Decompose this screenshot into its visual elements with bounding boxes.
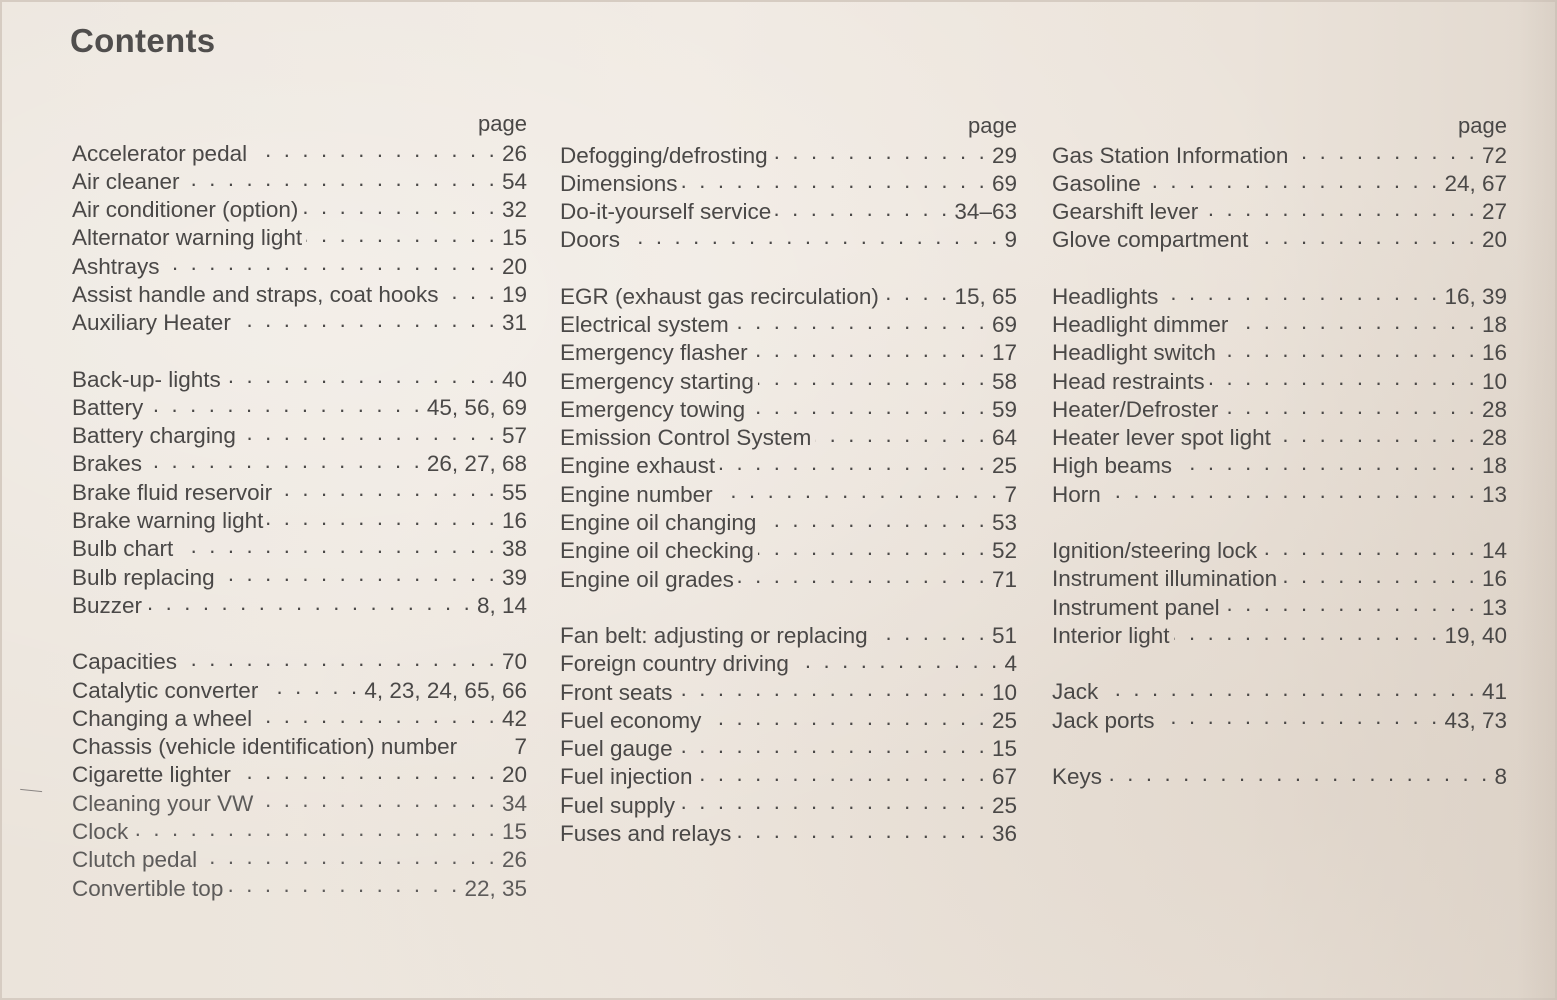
index-entry xyxy=(72,477,527,505)
entry-label: Catalytic converter xyxy=(72,677,259,703)
dot-leader xyxy=(733,309,988,332)
dot-leader xyxy=(164,251,498,274)
index-entry xyxy=(72,421,527,449)
index-entry xyxy=(560,423,1017,451)
index-entry xyxy=(72,506,527,534)
dot-leader xyxy=(146,590,473,613)
dot-leader xyxy=(251,138,498,161)
entry-page-numbers: 24, 67 xyxy=(1444,170,1507,196)
index-entry xyxy=(1052,140,1507,168)
entry-page-numbers: 57 xyxy=(501,423,527,449)
entry-label: Fan belt: adjusting or replacing xyxy=(560,622,868,648)
entry-page-numbers: 59 xyxy=(991,396,1017,422)
entry-label: Emergency flasher xyxy=(560,340,748,366)
dot-leader xyxy=(267,506,498,529)
entry-page-numbers: 32 xyxy=(501,197,527,223)
dot-leader xyxy=(219,562,498,585)
entry-page-numbers: 4, 23, 24, 65, 66 xyxy=(364,677,527,703)
dot-leader xyxy=(1106,761,1490,784)
index-entry xyxy=(72,732,527,760)
entry-label: Brakes xyxy=(72,451,143,477)
page-column-header: page xyxy=(1458,113,1507,138)
entry-page-numbers: 13 xyxy=(1481,594,1507,620)
entry-label: Keys xyxy=(1052,763,1103,789)
dot-leader xyxy=(705,705,988,728)
entry-page-numbers: 20 xyxy=(501,762,527,788)
index-entry xyxy=(72,760,527,788)
entry-label: Fuel gauge xyxy=(560,736,673,762)
entry-label: Fuel economy xyxy=(560,707,702,733)
index-entry xyxy=(72,562,527,590)
entry-label: Headlight dimmer xyxy=(1052,311,1229,337)
entry-label: Fuel injection xyxy=(560,764,693,790)
entry-page-numbers: 38 xyxy=(501,536,527,562)
dot-leader xyxy=(735,819,988,842)
dot-leader xyxy=(1105,479,1478,502)
entry-page-numbers: 26, 27, 68 xyxy=(426,451,527,477)
index-entry xyxy=(560,338,1017,366)
entry-label: Emergency towing xyxy=(560,396,746,422)
index-entry xyxy=(1052,451,1507,479)
index-column-1 xyxy=(72,110,527,901)
entry-label: Back-up- lights xyxy=(72,366,221,392)
entry-page-numbers: 45, 56, 69 xyxy=(426,394,527,420)
index-entry xyxy=(560,168,1017,196)
entry-page-numbers: 34 xyxy=(501,790,527,816)
entry-page-numbers: 43, 73 xyxy=(1444,707,1507,733)
index-entry xyxy=(1052,225,1507,253)
entry-page-numbers: 34–63 xyxy=(954,199,1017,225)
dot-leader xyxy=(302,195,498,218)
entry-label: Brake fluid reservoir xyxy=(72,479,273,505)
index-entry xyxy=(72,308,527,336)
index-entry xyxy=(72,223,527,251)
entry-page-numbers: 53 xyxy=(991,510,1017,536)
entry-label: Cigarette lighter xyxy=(72,762,231,788)
entry-page-numbers: 16 xyxy=(501,508,527,534)
entry-page-numbers: 19, 40 xyxy=(1444,622,1507,648)
dot-leader xyxy=(738,564,988,587)
page-title: Contents xyxy=(70,22,216,59)
entry-label: Auxiliary Heater xyxy=(72,310,231,336)
entry-label: Emergency starting xyxy=(560,368,754,394)
dot-leader xyxy=(760,508,988,531)
dot-leader xyxy=(132,817,498,840)
entry-page-numbers: 42 xyxy=(501,705,527,731)
entry-label: Convertible top xyxy=(72,875,224,901)
entry-label: Emission Control System xyxy=(560,425,812,451)
index-entry xyxy=(560,649,1017,677)
dot-leader xyxy=(262,675,360,698)
entry-page-numbers: 15, 65 xyxy=(954,283,1017,309)
page-edge-shading xyxy=(1517,0,1557,1000)
index-entry xyxy=(560,762,1017,790)
dot-leader xyxy=(256,703,498,726)
entry-page-numbers: 9 xyxy=(1004,227,1017,253)
entry-page-numbers: 55 xyxy=(501,479,527,505)
entry-page-numbers: 51 xyxy=(991,622,1017,648)
entry-label: Changing a wheel xyxy=(72,705,253,731)
entry-label: Headlights xyxy=(1052,283,1159,309)
index-entry xyxy=(560,281,1017,309)
entry-label: Gearshift lever xyxy=(1052,199,1199,225)
dot-leader xyxy=(235,760,498,783)
dot-leader xyxy=(147,392,423,415)
dot-leader xyxy=(240,421,498,444)
dot-leader xyxy=(717,479,1001,502)
dot-leader xyxy=(677,734,988,757)
entry-label: Capacities xyxy=(72,649,178,675)
entry-page-numbers: 26 xyxy=(501,847,527,873)
entry-label: Engine oil grades xyxy=(560,566,734,592)
dot-leader xyxy=(697,762,988,785)
dot-leader xyxy=(1159,705,1441,728)
entry-label: Heater/Defroster xyxy=(1052,396,1219,422)
entry-label: Horn xyxy=(1052,481,1101,507)
index-entry xyxy=(72,647,527,675)
dot-leader xyxy=(758,366,988,389)
entry-label: Air cleaner xyxy=(72,168,180,194)
index-entry xyxy=(72,166,527,194)
entry-page-numbers: 10 xyxy=(991,679,1017,705)
dot-leader xyxy=(758,536,988,559)
dot-leader xyxy=(775,197,950,220)
index-entry xyxy=(560,479,1017,507)
index-entry xyxy=(72,138,527,166)
entry-label: Gasoline xyxy=(1052,170,1141,196)
entry-page-numbers: 13 xyxy=(1481,481,1507,507)
dot-leader xyxy=(1222,394,1478,417)
index-entry xyxy=(560,366,1017,394)
entry-label: Fuses and relays xyxy=(560,821,732,847)
entry-label: Engine oil changing xyxy=(560,510,757,536)
entry-label: Head restraints xyxy=(1052,368,1205,394)
entry-page-numbers: 70 xyxy=(501,649,527,675)
index-entry xyxy=(560,620,1017,648)
dot-leader xyxy=(1292,140,1478,163)
dot-leader xyxy=(146,449,423,472)
dot-leader xyxy=(1145,168,1441,191)
entry-label: Defogging/defrosting xyxy=(560,142,768,168)
entry-page-numbers: 26 xyxy=(501,140,527,166)
entry-page-numbers: 16 xyxy=(1481,340,1507,366)
entry-label: Bulb replacing xyxy=(72,564,215,590)
entry-label: Fuel supply xyxy=(560,792,676,818)
dot-leader xyxy=(749,394,988,417)
entry-label: Front seats xyxy=(560,679,673,705)
dot-leader xyxy=(235,308,498,331)
index-entry xyxy=(72,364,527,392)
dot-leader xyxy=(1252,225,1478,248)
entry-label: Heater lever spot light xyxy=(1052,425,1271,451)
entry-page-numbers: 18 xyxy=(1481,453,1507,479)
entry-label: Cleaning your VW xyxy=(72,790,254,816)
index-entry xyxy=(72,195,527,223)
dot-leader xyxy=(442,279,498,302)
dot-leader xyxy=(679,790,988,813)
entry-page-numbers: 72 xyxy=(1481,142,1507,168)
index-entry xyxy=(72,590,527,618)
entry-page-numbers: 25 xyxy=(991,792,1017,818)
entry-label: Dimensions xyxy=(560,170,678,196)
entry-page-numbers: 40 xyxy=(501,366,527,392)
entry-page-numbers: 64 xyxy=(991,425,1017,451)
index-entry xyxy=(1052,366,1507,394)
index-entry xyxy=(560,140,1017,168)
index-entry xyxy=(72,449,527,477)
entry-label: Ignition/steering lock xyxy=(1052,538,1258,564)
entry-page-numbers: 25 xyxy=(991,453,1017,479)
index-entry xyxy=(560,819,1017,847)
entry-page-numbers: 17 xyxy=(991,340,1017,366)
index-entry xyxy=(72,703,527,731)
entry-page-numbers: 58 xyxy=(991,368,1017,394)
index-entry xyxy=(560,225,1017,253)
entry-label: Ashtrays xyxy=(72,253,160,279)
dot-leader xyxy=(815,423,988,446)
entry-label: Clock xyxy=(72,819,129,845)
entry-page-numbers: 36 xyxy=(991,821,1017,847)
entry-page-numbers: 10 xyxy=(1481,368,1507,394)
index-entry xyxy=(1052,197,1507,225)
entry-page-numbers: 8 xyxy=(1494,763,1507,789)
entry-label: EGR (exhaust gas recirculation) xyxy=(560,283,879,309)
entry-page-numbers: 7 xyxy=(514,734,527,760)
dot-leader xyxy=(1261,536,1478,559)
dot-leader xyxy=(624,225,1000,248)
dot-leader xyxy=(227,873,460,896)
entry-label: Doors xyxy=(560,227,621,253)
index-entry xyxy=(1052,536,1507,564)
entry-page-numbers: 27 xyxy=(1481,199,1507,225)
entry-page-numbers: 18 xyxy=(1481,311,1507,337)
dot-leader xyxy=(1275,423,1478,446)
dot-leader xyxy=(1202,197,1478,220)
index-entry xyxy=(560,394,1017,422)
entry-list xyxy=(560,140,1017,847)
index-entry xyxy=(1052,705,1507,733)
dot-leader xyxy=(793,649,1001,672)
entry-page-numbers: 29 xyxy=(991,142,1017,168)
entry-label: Battery xyxy=(72,394,144,420)
index-entry xyxy=(1052,677,1507,705)
index-entry xyxy=(72,251,527,279)
entry-label: Assist handle and straps, coat hooks xyxy=(72,281,439,307)
entry-label: Engine oil checking xyxy=(560,538,754,564)
entry-page-numbers: 71 xyxy=(991,566,1017,592)
dot-leader xyxy=(719,451,988,474)
dot-leader xyxy=(1232,309,1478,332)
pen-mark xyxy=(20,789,42,795)
entry-list xyxy=(1052,140,1507,790)
index-entry xyxy=(560,705,1017,733)
entry-label: Accelerator pedal xyxy=(72,140,248,166)
entry-label: Interior light xyxy=(1052,622,1170,648)
dot-leader xyxy=(184,166,498,189)
dot-leader xyxy=(177,534,498,557)
index-entry xyxy=(560,508,1017,536)
entry-page-numbers: 15 xyxy=(991,736,1017,762)
index-entry xyxy=(560,790,1017,818)
entry-page-numbers: 8, 14 xyxy=(476,592,527,618)
dot-leader xyxy=(883,281,951,304)
entry-label: Instrument panel xyxy=(1052,594,1220,620)
entry-page-numbers: 54 xyxy=(501,168,527,194)
entry-page-numbers: 69 xyxy=(991,170,1017,196)
entry-page-numbers: 7 xyxy=(1004,481,1017,507)
index-entry xyxy=(560,677,1017,705)
index-entry xyxy=(1052,592,1507,620)
dot-leader xyxy=(1174,620,1441,643)
dot-leader xyxy=(1162,281,1440,304)
dot-leader xyxy=(201,845,498,868)
dot-leader xyxy=(306,223,498,246)
entry-label: Battery charging xyxy=(72,423,236,449)
entry-label: Engine exhaust xyxy=(560,453,716,479)
page-column-header: page xyxy=(968,113,1017,138)
index-entry xyxy=(560,536,1017,564)
entry-page-numbers: 14 xyxy=(1481,538,1507,564)
entry-label: Instrument illumination xyxy=(1052,566,1278,592)
entry-page-numbers: 69 xyxy=(991,311,1017,337)
index-column-3 xyxy=(1052,112,1507,790)
index-entry xyxy=(1052,338,1507,366)
dot-leader xyxy=(1209,366,1478,389)
index-entry xyxy=(72,392,527,420)
index-entry xyxy=(72,279,527,307)
entry-page-numbers: 19 xyxy=(501,281,527,307)
dot-leader xyxy=(677,677,988,700)
entry-page-numbers: 22, 35 xyxy=(464,875,527,901)
entry-label: Buzzer xyxy=(72,592,143,618)
index-entry xyxy=(1052,168,1507,196)
entry-label: High beams xyxy=(1052,453,1173,479)
entry-label: Engine number xyxy=(560,481,713,507)
index-entry xyxy=(72,845,527,873)
dot-leader xyxy=(682,168,988,191)
dot-leader xyxy=(772,140,988,163)
entry-page-numbers: 16 xyxy=(1481,566,1507,592)
entry-page-numbers: 67 xyxy=(991,764,1017,790)
entry-page-numbers: 4 xyxy=(1004,651,1017,677)
index-entry xyxy=(1052,281,1507,309)
index-entry xyxy=(560,309,1017,337)
dot-leader xyxy=(225,364,498,387)
index-entry xyxy=(72,788,527,816)
dot-leader xyxy=(752,338,988,361)
entry-label: Air conditioner (option) xyxy=(72,197,299,223)
entry-label: Chassis (vehicle identification) number xyxy=(72,734,458,760)
entry-label: Do-it-yourself service xyxy=(560,199,772,225)
page-column-header: page xyxy=(478,111,527,136)
index-entry xyxy=(72,534,527,562)
dot-leader xyxy=(1176,451,1478,474)
entry-label: Brake warning light xyxy=(72,508,264,534)
dot-leader xyxy=(872,620,988,643)
entry-label: Foreign country driving xyxy=(560,651,789,677)
dot-leader xyxy=(181,647,498,670)
index-entry xyxy=(560,564,1017,592)
entry-page-numbers: 15 xyxy=(501,225,527,251)
entry-label: Gas Station Information xyxy=(1052,142,1289,168)
entry-label: Electrical system xyxy=(560,311,729,337)
dot-leader xyxy=(257,788,498,811)
entry-page-numbers: 52 xyxy=(991,538,1017,564)
entry-label: Alternator warning light xyxy=(72,225,303,251)
index-entry xyxy=(72,873,527,901)
index-entry xyxy=(1052,479,1507,507)
index-entry xyxy=(1052,564,1507,592)
entry-page-numbers: 39 xyxy=(501,564,527,590)
index-entry xyxy=(560,451,1017,479)
index-entry xyxy=(72,817,527,845)
entry-page-numbers: 31 xyxy=(501,310,527,336)
dot-leader xyxy=(1224,592,1478,615)
index-entry xyxy=(72,675,527,703)
entry-label: Headlight switch xyxy=(1052,340,1216,366)
entry-label: Glove compartment xyxy=(1052,227,1249,253)
entry-label: Clutch pedal xyxy=(72,847,198,873)
index-entry xyxy=(560,197,1017,225)
dot-leader xyxy=(276,477,498,500)
index-entry xyxy=(1052,761,1507,789)
index-entry xyxy=(1052,309,1507,337)
dot-leader xyxy=(1220,338,1478,361)
index-column-2 xyxy=(560,112,1017,847)
index-entry xyxy=(1052,620,1507,648)
dot-leader xyxy=(1102,677,1478,700)
index-entry xyxy=(560,734,1017,762)
entry-page-numbers: 15 xyxy=(501,819,527,845)
entry-list xyxy=(72,138,527,901)
entry-page-numbers: 25 xyxy=(991,707,1017,733)
index-entry xyxy=(1052,394,1507,422)
entry-page-numbers: 20 xyxy=(1481,227,1507,253)
entry-page-numbers: 20 xyxy=(501,253,527,279)
entry-label: Bulb chart xyxy=(72,536,174,562)
index-entry xyxy=(1052,423,1507,451)
dot-leader xyxy=(1281,564,1478,587)
entry-label: Jack xyxy=(1052,679,1099,705)
entry-page-numbers: 28 xyxy=(1481,425,1507,451)
entry-label: Jack ports xyxy=(1052,707,1155,733)
entry-page-numbers: 28 xyxy=(1481,396,1507,422)
entry-page-numbers: 16, 39 xyxy=(1444,283,1507,309)
entry-page-numbers: 41 xyxy=(1481,679,1507,705)
